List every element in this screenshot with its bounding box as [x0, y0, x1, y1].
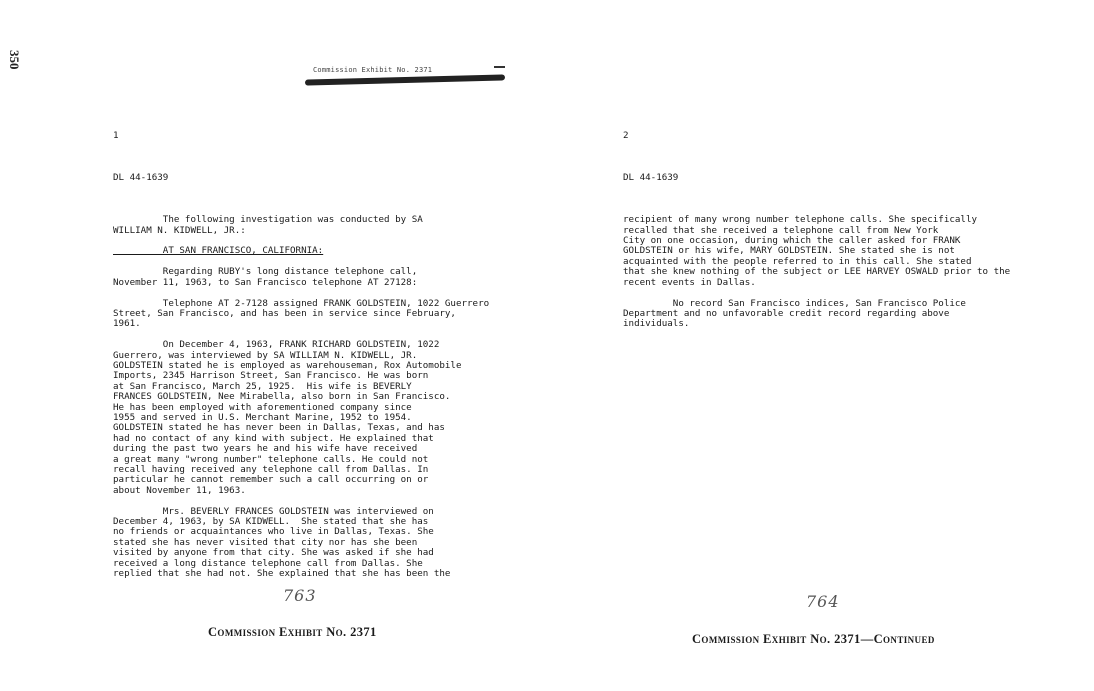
text-line: recalled that she received a telephone call from New York	[623, 224, 939, 236]
left-page-number: 1	[113, 129, 119, 141]
text-line: about November 11, 1963.	[113, 484, 246, 496]
text-line: particular he cannot remember such a call occurring on or	[113, 474, 429, 486]
right-caption: Commission Exhibit No. 2371—Continued	[692, 632, 935, 646]
page-number: 350	[7, 50, 22, 70]
right-page	[623, 110, 1033, 340]
left-page-body	[113, 215, 493, 579]
text-line: AT SAN FRANCISCO, CALIFORNIA:	[113, 245, 324, 257]
text-line: during the past two years he and his wife have received	[113, 443, 418, 455]
text-line: GOLDSTEIN stated he is employed as warehouseman, Rox Automobile	[113, 359, 462, 371]
header-rule	[494, 66, 505, 68]
text-line	[113, 288, 493, 298]
text-line: He has been employed with aforementioned company since	[113, 401, 412, 413]
text-line	[623, 288, 1033, 298]
header-exhibit-label: Commission Exhibit No. 2371	[313, 66, 433, 74]
text-line: WILLIAM N. KIDWELL, JR.:	[113, 224, 246, 236]
right-handwritten-page-mark: 764	[806, 592, 840, 611]
text-line: City on one occasion, during which the caller asked for FRANK	[623, 235, 961, 247]
text-line: November 11, 1963, to San Francisco telephone AT 27128:	[113, 276, 418, 288]
left-caption: Commission Exhibit No. 2371	[208, 625, 377, 639]
right-page-body	[623, 215, 1033, 329]
left-handwritten-page-mark: 763	[283, 586, 317, 605]
text-line: GOLDSTEIN stated he has never been in Dallas, Texas, and has	[113, 422, 445, 434]
text-line: Imports, 2345 Harrison Street, San Francisco. He was born	[113, 370, 429, 382]
text-line: acquainted with the people referred to in this call. She stated	[623, 255, 972, 267]
text-line: had no contact of any kind with subject. He explained that	[113, 432, 434, 444]
text-line: visited by anyone from that city. She was asked if she had	[113, 547, 434, 559]
text-line: replied that she had not. She explained that she has been the	[113, 568, 451, 580]
redaction-bar	[305, 74, 505, 85]
text-line: GOLDSTEIN or his wife, MARY GOLDSTEIN. She stated she is not	[623, 245, 955, 257]
text-line: a great many "wrong number" telephone calls. He could not	[113, 453, 429, 465]
text-line: 1961.	[113, 318, 141, 330]
text-line: The following investigation was conducted by SA	[113, 214, 423, 226]
text-line: 1955 and served in U.S. Merchant Marine, 1952 to 1954.	[113, 411, 412, 423]
text-line: recall having received any telephone call from Dallas. In	[113, 464, 429, 475]
text-line: Department and no unfavorable credit record regarding above	[623, 307, 950, 319]
text-line: Guerrero, was interviewed by SA WILLIAM N. KIDWELL, JR.	[113, 349, 418, 361]
right-file-number: DL 44-1639	[623, 172, 679, 184]
text-line: Street, San Francisco, and has been in service since February,	[113, 307, 456, 319]
text-line: Telephone AT 2-7128 assigned FRANK GOLDSTEIN, 1022 Guerrero	[113, 297, 490, 309]
text-line: On December 4, 1963, FRANK RICHARD GOLDSTEIN, 1022	[113, 339, 440, 351]
text-line: FRANCES GOLDSTEIN, Nee Mirabella, also born in San Francisco.	[113, 391, 451, 403]
left-file-number: DL 44-1639	[113, 172, 169, 184]
text-line: that she knew nothing of the subject or LEE HARVEY OSWALD prior to the	[623, 266, 1011, 278]
text-line: at San Francisco, March 25, 1925. His wife is BEVERLY	[113, 380, 412, 392]
text-line: Mrs. BEVERLY FRANCES GOLDSTEIN was interviewed on	[113, 505, 434, 517]
left-page	[113, 110, 493, 590]
text-line: No record San Francisco indices, San Francisco Police	[623, 297, 966, 309]
text-line: December 4, 1963, by SA KIDWELL. She stated that she has	[113, 516, 429, 528]
text-line: individuals.	[623, 318, 690, 330]
text-line: recipient of many wrong number telephone calls. She specifically	[623, 214, 978, 226]
right-page-number: 2	[623, 129, 629, 141]
text-line: stated she has never visited that city nor has she been	[113, 536, 418, 548]
text-line: recent events in Dallas.	[623, 276, 756, 288]
text-line: received a long distance telephone call from Dallas. She	[113, 557, 423, 569]
text-line: no friends or acquaintances who live in Dallas, Texas. She	[113, 526, 434, 538]
text-line: Regarding RUBY's long distance telephone call,	[113, 266, 418, 278]
